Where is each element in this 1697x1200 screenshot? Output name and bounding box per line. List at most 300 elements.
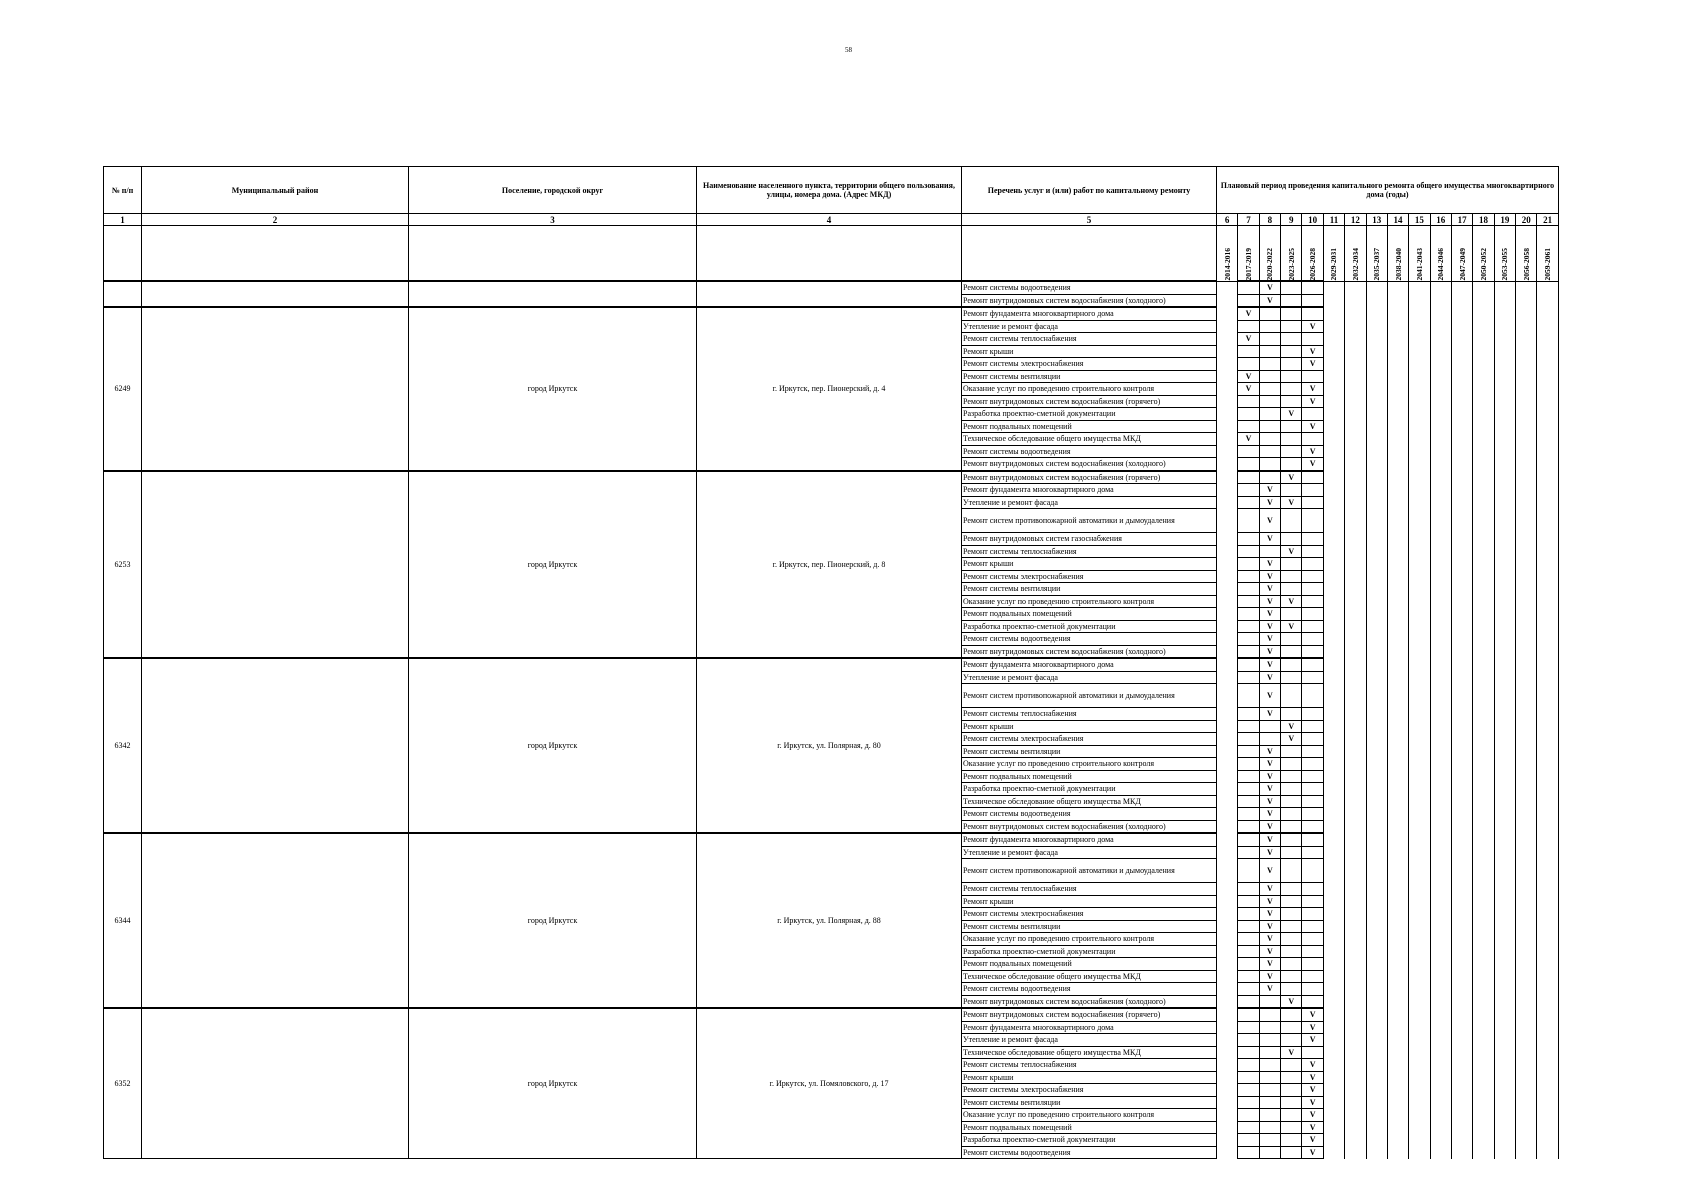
period-cell [1409,684,1430,708]
work-item: Ремонт внутридомовых систем водоснабжения (горячего) [962,395,1217,408]
period-cell [1537,945,1559,958]
period-cell [1409,920,1430,933]
period-cell [1473,708,1494,721]
period-cell [1409,345,1430,358]
period-cell [1323,558,1344,571]
period-mark: V [1281,496,1302,509]
address-cell: г. Иркутск, ул. Помяловского, д. 17 [697,1008,962,1159]
period-cell [1217,383,1238,396]
period-cell [1387,795,1408,808]
period-cell [1537,433,1559,446]
period-cell [1345,733,1366,746]
table-row [104,833,1559,846]
settlement-cell: город Иркутск [409,307,697,471]
period-cell [1323,720,1344,733]
period-cell [1259,1059,1280,1072]
period-cell [1323,345,1344,358]
period-cell [1537,958,1559,971]
period-cell [1409,496,1430,509]
work-item: Ремонт системы теплоснабжения [962,545,1217,558]
period-cell [1451,1021,1472,1034]
period-cell [1451,995,1472,1008]
period-mark: V [1302,1146,1323,1159]
period-cell [1238,895,1259,908]
period-mark: V [1302,320,1323,333]
period-cell [1473,395,1494,408]
period-cell [1409,358,1430,371]
period-cell [1430,645,1451,658]
period-cell [1430,684,1451,708]
period-cell [1494,645,1515,658]
work-item: Разработка проектно-сметной документации [962,783,1217,796]
period-cell [1302,958,1323,971]
period-cell [1217,1021,1238,1034]
period-cell [1473,320,1494,333]
period-cell [1345,533,1366,546]
period-cell [1473,345,1494,358]
period-cell [1430,408,1451,421]
period-cell [1451,970,1472,983]
period-cell [1516,445,1537,458]
period-cell [1473,545,1494,558]
period-cell [1537,883,1559,896]
period-cell [1366,820,1387,833]
period-cell [1217,908,1238,921]
column-number: 7 [1238,214,1259,226]
period-cell [1387,281,1408,294]
period-cell [1516,558,1537,571]
period-mark: V [1259,795,1280,808]
period-cell [1387,883,1408,896]
period-cell [1473,1134,1494,1147]
period-cell [1409,608,1430,621]
period-cell [1537,859,1559,883]
period-mark: V [1302,1059,1323,1072]
address-cell: г. Иркутск, ул. Полярная, д. 88 [697,833,962,1008]
period-cell [1366,1084,1387,1097]
period-cell [1409,733,1430,746]
period-cell [1281,671,1302,684]
period-cell [1516,795,1537,808]
period-cell [1494,633,1515,646]
period-cell [1409,445,1430,458]
period-cell [1259,420,1280,433]
period-cell [1323,570,1344,583]
period-cell [1473,1008,1494,1021]
period-cell [1302,920,1323,933]
period-cell [1345,720,1366,733]
period-cell [1494,933,1515,946]
period-cell [1217,608,1238,621]
period-cell [1345,1096,1366,1109]
period-cell [1451,595,1472,608]
period-cell [1516,859,1537,883]
period-label: 2032-2034 [1350,248,1360,281]
period-cell [1217,294,1238,307]
period-cell [1302,808,1323,821]
period-cell [1302,846,1323,859]
period-cell [1259,545,1280,558]
period-cell [1238,533,1259,546]
period-cell [1238,420,1259,433]
period-cell [1366,420,1387,433]
period-cell [1430,358,1451,371]
period-cell [1494,471,1515,484]
period-cell [1387,320,1408,333]
district-cell [142,658,409,833]
header-row [104,167,1559,214]
period-cell [1217,545,1238,558]
work-item: Техническое обследование общего имущества МКД [962,1046,1217,1059]
period-cell [1387,307,1408,320]
period-cell [1217,1134,1238,1147]
column-number: 16 [1430,214,1451,226]
period-cell [1387,484,1408,497]
period-cell [1217,509,1238,533]
work-item: Утепление и ремонт фасада [962,320,1217,333]
work-item: Оказание услуг по проведению строительного контроля [962,758,1217,771]
work-item: Ремонт системы водоотведения [962,633,1217,646]
period-cell [1238,570,1259,583]
work-item: Ремонт внутридомовых систем водоснабжения (горячего) [962,471,1217,484]
period-cell [1323,708,1344,721]
period-cell [1345,983,1366,996]
period-cell [1537,320,1559,333]
period-cell [1537,783,1559,796]
period-cell [1259,320,1280,333]
period-cell [1345,1084,1366,1097]
period-cell [1345,545,1366,558]
period-cell [1473,1046,1494,1059]
period-cell [1451,471,1472,484]
period-cell [1516,433,1537,446]
period-cell [1238,808,1259,821]
period-cell [1451,770,1472,783]
column-number: 10 [1302,214,1323,226]
period-cell [1473,595,1494,608]
period-cell [1409,883,1430,896]
column-number: 4 [697,214,962,226]
period-cell [1409,1096,1430,1109]
period-cell [1323,620,1344,633]
work-item: Ремонт подвальных помещений [962,420,1217,433]
period-mark: V [1281,720,1302,733]
period-cell [1323,1146,1344,1159]
period-cell [1430,1096,1451,1109]
period-cell [1345,307,1366,320]
period-mark: V [1302,1021,1323,1034]
period-cell [1302,509,1323,533]
period-cell [1409,1109,1430,1122]
period-cell [1430,633,1451,646]
period-cell [1238,684,1259,708]
period-cell [1516,383,1537,396]
period-cell [1409,1071,1430,1084]
period-cell [1494,420,1515,433]
column-number: 5 [962,214,1217,226]
period-cell [1217,620,1238,633]
period-cell [1259,395,1280,408]
period-header [1409,226,1430,282]
period-label: 2020-2022 [1265,247,1275,280]
period-cell [1281,445,1302,458]
period-cell [1451,945,1472,958]
period-cell [1451,883,1472,896]
period-cell [1473,408,1494,421]
period-cell [1281,458,1302,471]
period-cell [1366,920,1387,933]
period-cell [1473,733,1494,746]
period-cell [1345,958,1366,971]
period-cell [1409,995,1430,1008]
period-cell [1516,1046,1537,1059]
period-cell [1238,720,1259,733]
period-cell [1516,1021,1537,1034]
period-cell [1217,733,1238,746]
period-cell [1323,945,1344,958]
period-blank-cell [962,226,1217,282]
period-cell [1494,895,1515,908]
period-cell [1387,958,1408,971]
period-cell [1281,1096,1302,1109]
period-cell [1302,408,1323,421]
period-cell [1516,633,1537,646]
column-number: 21 [1537,214,1559,226]
period-cell [1387,1146,1408,1159]
period-cell [1217,671,1238,684]
work-item: Разработка проектно-сметной документации [962,408,1217,421]
period-cell [1537,1071,1559,1084]
period-cell [1238,708,1259,721]
period-cell [1516,484,1537,497]
period-cell [1473,608,1494,621]
period-cell [1366,471,1387,484]
period-cell [1537,583,1559,596]
period-cell [1409,1034,1430,1047]
period-cell [1366,608,1387,621]
period-cell [1281,645,1302,658]
period-cell [1281,684,1302,708]
period-cell [1323,433,1344,446]
period-cell [1430,545,1451,558]
period-cell [1494,433,1515,446]
period-cell [1494,945,1515,958]
period-cell [1473,783,1494,796]
period-cell [1217,658,1238,671]
period-cell [1451,983,1472,996]
period-cell [1302,633,1323,646]
period-cell [1494,533,1515,546]
period-cell [1281,1071,1302,1084]
period-mark: V [1238,383,1259,396]
period-cell [1409,758,1430,771]
work-item: Ремонт фундамента многоквартирного дома [962,658,1217,671]
period-cell [1516,908,1537,921]
period-mark: V [1238,307,1259,320]
period-cell [1451,408,1472,421]
period-cell [1323,995,1344,1008]
period-cell [1281,983,1302,996]
period-cell [1387,770,1408,783]
period-cell [1537,770,1559,783]
period-cell [1387,608,1408,621]
period-cell [1281,1146,1302,1159]
period-cell [1409,545,1430,558]
period-cell [1281,583,1302,596]
period-cell [1345,1134,1366,1147]
period-cell [1516,583,1537,596]
header-settlement: Поселение, городской округ [409,167,697,214]
period-cell [1281,846,1302,859]
period-cell [1473,1059,1494,1072]
period-cell [1409,408,1430,421]
period-cell [1473,833,1494,846]
period-cell [1473,294,1494,307]
period-cell [1537,1084,1559,1097]
period-cell [1345,783,1366,796]
period-cell [1238,783,1259,796]
period-cell [1238,1071,1259,1084]
period-cell [1537,671,1559,684]
period-cell [1473,758,1494,771]
period-cell [1516,1071,1537,1084]
period-cell [1473,671,1494,684]
period-cell [1323,445,1344,458]
period-cell [1345,1059,1366,1072]
period-cell [1281,570,1302,583]
period-cell [1516,1146,1537,1159]
period-cell [1494,509,1515,533]
period-cell [1473,1021,1494,1034]
period-cell [1537,458,1559,471]
period-label: 2053-2055 [1500,248,1510,281]
work-item: Утепление и ремонт фасада [962,496,1217,509]
work-item: Ремонт крыши [962,720,1217,733]
period-cell [1537,558,1559,571]
period-cell [1516,995,1537,1008]
period-cell [1345,795,1366,808]
period-cell [1323,608,1344,621]
column-number: 9 [1281,214,1302,226]
period-cell [1409,1008,1430,1021]
period-cell [1473,307,1494,320]
period-mark: V [1259,846,1280,859]
period-cell [1217,720,1238,733]
period-cell [1516,846,1537,859]
period-cell [1537,307,1559,320]
header-period: Плановый период проведения капитального ремонта общего имущества многоквартирного дома (годы) [1217,167,1559,214]
period-cell [1516,320,1537,333]
period-cell [1537,895,1559,908]
period-cell [1430,1034,1451,1047]
period-cell [1387,1096,1408,1109]
period-cell [1430,333,1451,346]
period-cell [1451,846,1472,859]
period-cell [1217,307,1238,320]
work-item: Ремонт подвальных помещений [962,958,1217,971]
period-cell [1387,595,1408,608]
period-cell [1451,558,1472,571]
period-cell [1409,1059,1430,1072]
work-item: Ремонт системы теплоснабжения [962,333,1217,346]
period-cell [1516,745,1537,758]
period-cell [1473,995,1494,1008]
period-cell [1302,783,1323,796]
period-cell [1259,1134,1280,1147]
period-cell [1366,320,1387,333]
period-header [1537,226,1559,282]
period-cell [1238,1109,1259,1122]
period-mark: V [1302,345,1323,358]
period-cell [1451,1034,1472,1047]
period-cell [1238,795,1259,808]
period-cell [1451,1071,1472,1084]
period-cell [1494,383,1515,396]
work-item: Ремонт крыши [962,558,1217,571]
period-cell [1259,433,1280,446]
period-cell [1366,383,1387,396]
period-mark: V [1281,595,1302,608]
period-cell [1217,958,1238,971]
period-cell [1366,945,1387,958]
period-cell [1516,1109,1537,1122]
period-cell [1281,770,1302,783]
period-cell [1537,509,1559,533]
period-cell [1473,458,1494,471]
period-cell [1387,533,1408,546]
period-label: 2029-2031 [1329,248,1339,281]
period-cell [1387,671,1408,684]
period-cell [1473,645,1494,658]
period-cell [1217,933,1238,946]
period-cell [1451,608,1472,621]
period-cell [1494,358,1515,371]
period-cell [1494,970,1515,983]
work-item: Ремонт системы водоотведения [962,983,1217,996]
period-cell [1451,620,1472,633]
period-cell [1430,1134,1451,1147]
period-cell [1537,496,1559,509]
period-cell [1345,496,1366,509]
period-cell [1387,995,1408,1008]
period-cell [1451,1084,1472,1097]
period-cell [1281,745,1302,758]
period-cell [1217,983,1238,996]
period-cell [1302,370,1323,383]
period-cell [1494,1034,1515,1047]
capital-repair-table-container [103,166,1558,1159]
work-item: Ремонт системы водоотведения [962,281,1217,294]
period-cell [1345,1034,1366,1047]
period-cell [1473,808,1494,821]
period-cell [1430,533,1451,546]
period-cell [1238,496,1259,509]
period-cell [1259,445,1280,458]
period-cell [1387,1134,1408,1147]
period-cell [1238,1034,1259,1047]
period-cell [1345,608,1366,621]
period-cell [1281,920,1302,933]
period-cell [1281,958,1302,971]
period-cell [1217,1121,1238,1134]
period-mark: V [1259,633,1280,646]
period-cell [1366,708,1387,721]
period-cell [1494,733,1515,746]
period-cell [1366,333,1387,346]
period-cell [1494,595,1515,608]
period-cell [1430,895,1451,908]
period-cell [1345,895,1366,908]
